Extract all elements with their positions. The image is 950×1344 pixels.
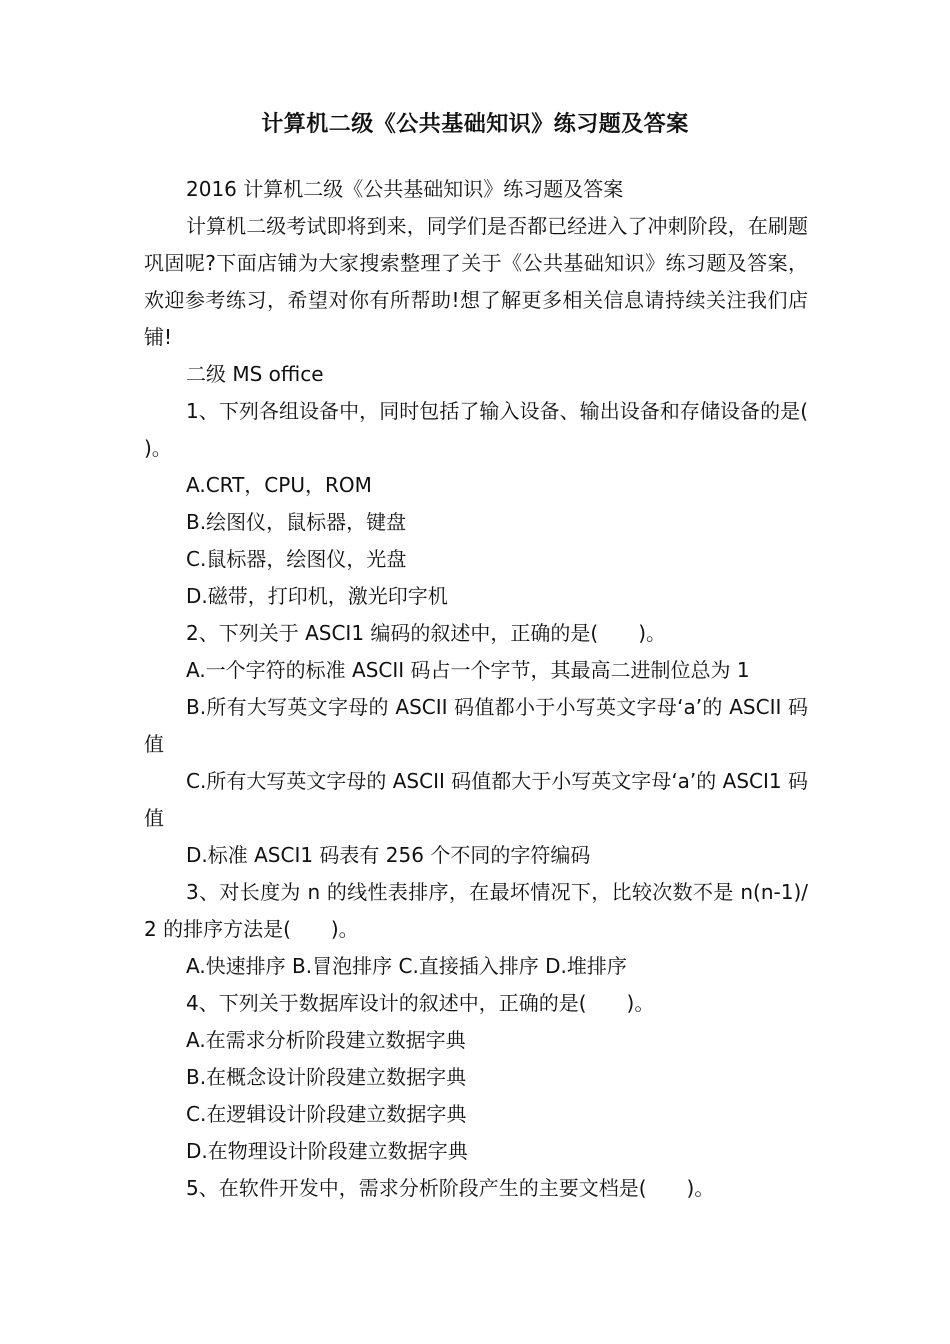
question-4-option-c: C.在逻辑设计阶段建立数据字典 bbox=[186, 1102, 467, 1126]
question-1: 1、下列各组设备中，同时包括了输入设备、输出设备和存储设备的是( )。 bbox=[144, 399, 848, 460]
question-2: 2、下列关于 ASCI1 编码的叙述中，正确的是( )。 bbox=[186, 621, 667, 645]
question-3-options: A.快速排序 B.冒泡排序 C.直接插入排序 D.堆排序 bbox=[186, 954, 627, 978]
question-5: 5、在软件开发中，需求分析阶段产生的主要文档是( )。 bbox=[186, 1176, 715, 1200]
question-1-option-c: C.鼠标器，绘图仪，光盘 bbox=[186, 547, 407, 571]
question-4: 4、下列关于数据库设计的叙述中，正确的是( )。 bbox=[186, 991, 655, 1015]
question-1-option-b: B.绘图仪，鼠标器，键盘 bbox=[186, 510, 407, 534]
subtitle-paragraph: 2016 计算机二级《公共基础知识》练习题及答案 bbox=[186, 177, 624, 201]
question-4-option-b: B.在概念设计阶段建立数据字典 bbox=[186, 1065, 467, 1089]
question-3: 3、对长度为 n 的线性表排序，在最坏情况下，比较次数不是 n(n-1)/2 的排序方法是( )。 bbox=[144, 880, 808, 941]
document-title: 计算机二级《公共基础知识》练习题及答案 bbox=[261, 112, 689, 137]
intro-paragraph: 计算机二级考试即将到来，同学们是否都已经进入了冲刺阶段，在刷题巩固呢?下面店铺为大家搜索整理了关于《公共基础知识》练习题及答案，欢迎参考练习，希望对你有所帮助!想了解更多相关信息请持续关注我们店铺! bbox=[144, 214, 808, 349]
question-2-option-a: A.一个字符的标准 ASCII 码占一个字节，其最高二进制位总为 1 bbox=[186, 658, 750, 682]
question-1-option-a: A.CRT，CPU，ROM bbox=[186, 473, 372, 497]
document-body bbox=[144, 171, 848, 1207]
section-heading: 二级 MS office bbox=[186, 362, 324, 386]
question-4-option-d: D.在物理设计阶段建立数据字典 bbox=[186, 1139, 468, 1163]
question-2-option-b: B.所有大写英文字母的 ASCII 码值都小于小写英文字母‘a’的 ASCII 码值 bbox=[144, 695, 808, 756]
question-1-option-d: D.磁带，打印机，激光印字机 bbox=[186, 584, 448, 608]
question-2-option-c: C.所有大写英文字母的 ASCII 码值都大于小写英文字母‘a’的 ASCI1 码值 bbox=[144, 769, 808, 830]
question-2-option-d: D.标准 ASCI1 码表有 256 个不同的字符编码 bbox=[186, 843, 591, 867]
question-4-option-a: A.在需求分析阶段建立数据字典 bbox=[186, 1028, 466, 1052]
